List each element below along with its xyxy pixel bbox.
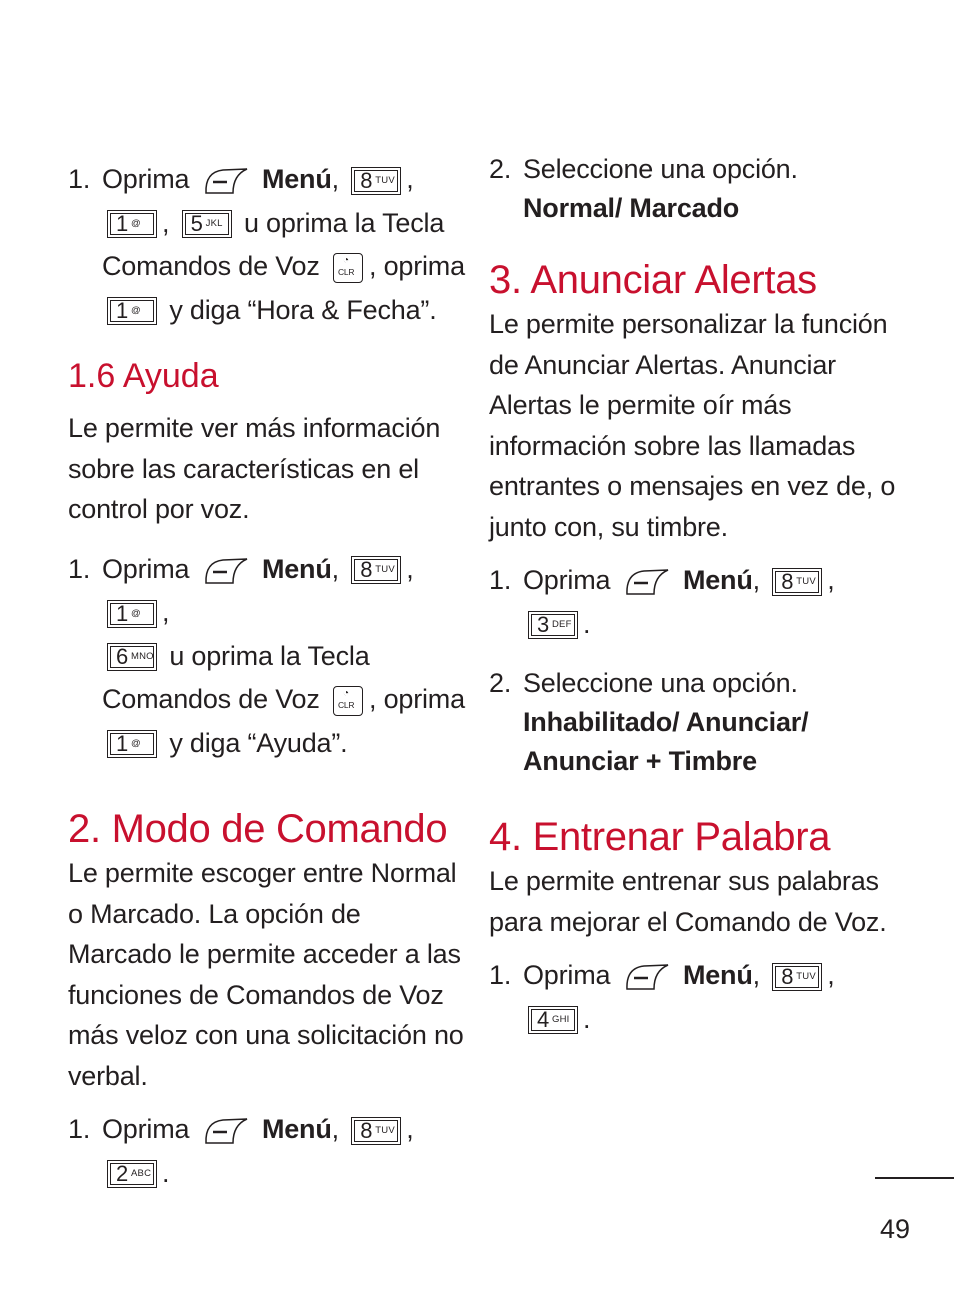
left-soft-key-icon [203,557,249,584]
step-text: Seleccione una opción. [523,154,798,184]
body-entrenar-palabra: Le permite entrenar sus palabras para mejorar el Comando de Voz. [489,866,887,937]
options-text: Normal/ Marcado [523,193,740,223]
key-letters: GHI [552,1014,570,1026]
key-digit: 1 [116,731,129,757]
comma: , [752,960,760,990]
comma: , [331,553,339,584]
key-letters: TUV [796,575,816,587]
key-digit: 1 [116,600,129,626]
key-8-icon [351,556,401,584]
key-1-icon [107,730,157,758]
right-column [489,150,909,1041]
key-letters: @ [131,305,141,317]
step-number: 2. [489,668,512,698]
menu-label: Menú [261,553,332,584]
menu-label: Menú [682,960,753,990]
footer-rule [875,1177,954,1179]
step-text: Comandos de Voz [102,684,320,714]
key-2-icon [107,1160,157,1188]
page-number: 49 [880,1214,911,1244]
period: . [162,1157,170,1188]
body-modo-de-comando: Le permite escoger entre Normal o Marcado. La opción de Marcado le permite acceder a las funciones de Comandos de Voz más veloz con una solicitación no verbal. [68,858,464,1091]
step-2-modo [489,150,909,228]
heading-2-modo-de-comando: 2. Modo de Comando [68,807,448,851]
oprima-text: Oprima [523,960,611,990]
comma: , [827,960,835,990]
menu-label: Menú [261,164,332,194]
clr-label: CLR [337,699,355,710]
key-digit: 5 [190,211,203,237]
key-digit: 8 [360,557,373,583]
clr-label: CLR [337,266,355,277]
key-8-icon [351,167,401,195]
step-number: 1. [489,960,512,990]
step-1-entrenar [489,954,909,1041]
key-1-icon [107,297,157,325]
oprima-text: Oprima [523,565,611,595]
key-8-icon [351,1117,401,1145]
options-text: Anunciar + Timbre [523,746,757,776]
comma: , [752,565,760,595]
key-letters: ABC [131,1168,152,1180]
step-1-ayuda [68,548,468,766]
key-8-icon [772,568,822,596]
oprima-text: Oprima [102,1114,190,1144]
body-ayuda: Le permite ver más información sobre las características en el control por voz. [68,413,441,524]
key-3-icon [528,611,578,639]
step-text: y diga “Hora & Fecha”. [169,294,437,325]
heading-4-entrenar-palabra: 4. Entrenar Palabra [489,815,831,859]
step-1-alertas [489,559,909,646]
key-digit: 8 [781,963,794,989]
period: . [583,1003,591,1034]
heading-3-anunciar-alertas: 3. Anunciar Alertas [489,258,817,302]
key-1-icon [107,600,157,628]
left-column [68,158,468,1195]
comma: , [406,164,414,194]
key-letters: TUV [796,970,816,982]
key-digit: 8 [360,167,373,193]
key-letters: DEF [552,619,572,631]
step-text: y diga “Ayuda”. [169,727,348,758]
step-number: 2. [489,154,512,184]
key-6-icon [107,643,157,671]
comma: , [827,565,835,595]
clr-key-icon [333,686,363,716]
comma: , [406,553,414,584]
key-letters: JKL [205,218,223,230]
key-letters: TUV [375,174,395,186]
step-1-modo [68,1108,468,1195]
step-text: , oprima [368,684,465,714]
step-text: Seleccione una opción. [523,668,798,698]
menu-label: Menú [261,1114,332,1144]
menu-label: Menú [682,565,753,595]
left-soft-key-icon [203,167,249,194]
key-digit: 8 [360,1117,373,1143]
key-digit: 2 [116,1161,129,1187]
key-digit: 1 [116,211,129,237]
period: . [583,608,591,639]
step-number: 1. [68,553,91,584]
comma: , [162,597,170,627]
key-8-icon [772,963,822,991]
comma: , [162,207,170,238]
key-letters: @ [131,218,141,230]
clr-key-icon [333,253,363,283]
step-text: Comandos de Voz [102,251,320,281]
left-soft-key-icon [624,568,670,595]
comma: , [406,1114,414,1144]
left-soft-key-icon [624,963,670,990]
step-number: 1. [489,565,512,595]
key-letters: TUV [375,564,395,576]
step-text: u oprima la Tecla [243,207,445,238]
comma: , [331,1114,339,1144]
step-2-alertas [489,664,909,781]
step-text: , oprima [368,251,465,281]
step-number: 1. [68,164,91,194]
key-letters: MNO [131,651,154,663]
key-letters: @ [131,738,141,750]
mic-glyph-icon: ◔ [342,254,349,266]
step-text: u oprima la Tecla [169,640,370,671]
key-digit: 1 [116,298,129,324]
key-4-icon [528,1006,578,1034]
step-number: 1. [68,1114,91,1144]
key-digit: 3 [537,612,550,638]
mic-glyph-icon: ◔ [342,687,349,699]
body-anunciar-alertas: Le permite personalizar la función de Anunciar Alertas. Anunciar Alertas le permite oír más información sobre las llamadas entrantes o mensajes en vez de, o junto con, su timbre. [489,309,896,542]
options-text: Inhabilitado/ Anunciar/ [523,707,809,737]
step-1-hora-fecha [68,158,468,332]
key-digit: 6 [116,644,129,670]
key-1-icon [107,210,157,238]
key-5-icon [182,210,232,238]
key-letters: @ [131,607,141,619]
comma: , [331,164,339,194]
heading-1-6-ayuda: 1.6 Ayuda [68,357,219,395]
key-letters: TUV [375,1124,395,1136]
oprima-text: Oprima [102,553,190,584]
key-digit: 4 [537,1007,550,1033]
oprima-text: Oprima [102,164,190,194]
key-digit: 8 [781,568,794,594]
left-soft-key-icon [203,1117,249,1144]
